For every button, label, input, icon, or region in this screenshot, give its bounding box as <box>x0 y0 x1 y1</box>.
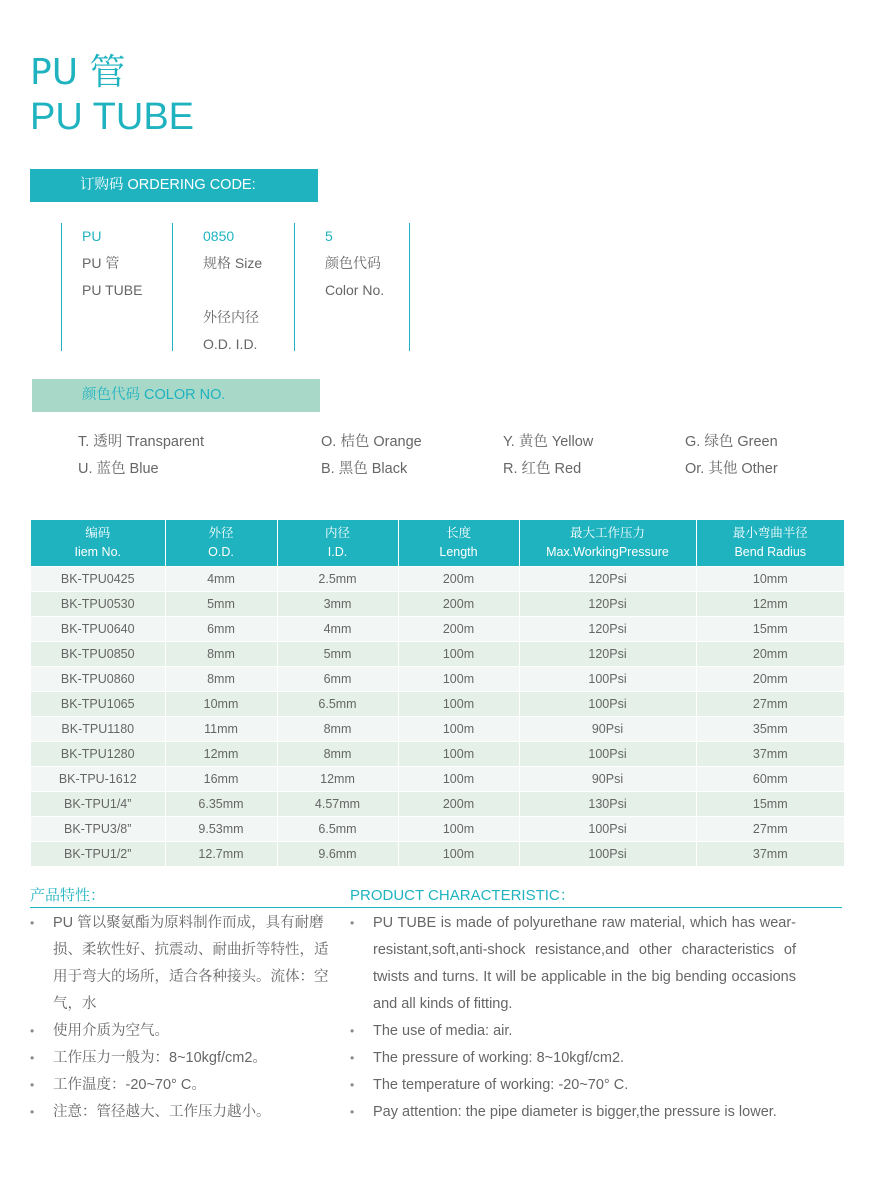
color-item-orange: O. 桔色 Orange <box>321 434 422 450</box>
code-size-value: 0850 <box>203 228 235 244</box>
table-row <box>31 642 844 667</box>
cell-item-no: BK-TPU0850 <box>31 642 165 667</box>
cell-max-pressure: 120Psi <box>519 567 696 592</box>
cell-length: 100m <box>398 767 519 792</box>
cell-id: 12mm <box>277 767 398 792</box>
list-item: • The temperature of working: -20~70° C. <box>350 1072 796 1099</box>
cell-id: 6.5mm <box>277 817 398 842</box>
list-item: • 使用介质为空气。 <box>30 1018 330 1045</box>
cell-bend-radius: 15mm <box>696 617 844 642</box>
cell-length: 200m <box>398 592 519 617</box>
cell-bend-radius: 60mm <box>696 767 844 792</box>
code-prefix-desc-en: PU TUBE <box>82 282 143 298</box>
cell-id: 5mm <box>277 642 398 667</box>
header-bend-radius: 最小弯曲半径 Bend Radius <box>696 520 844 567</box>
cell-bend-radius: 37mm <box>696 842 844 867</box>
code-color-label-cn: 颜色代码 <box>325 255 381 271</box>
table-row <box>31 617 844 642</box>
cell-item-no: BK-TPU1065 <box>31 692 165 717</box>
code-size-od-id-en: O.D. I.D. <box>203 336 258 352</box>
cell-od: 8mm <box>165 667 277 692</box>
characteristics-title-en: PRODUCT CHARACTERISTIC： <box>350 887 575 904</box>
cell-id: 4mm <box>277 617 398 642</box>
cell-max-pressure: 120Psi <box>519 592 696 617</box>
cell-bend-radius: 15mm <box>696 792 844 817</box>
cell-length: 100m <box>398 742 519 767</box>
code-color-value: 5 <box>325 228 333 244</box>
cell-length: 100m <box>398 692 519 717</box>
cell-max-pressure: 120Psi <box>519 617 696 642</box>
list-item: • Pay attention: the pipe diameter is bigger,the pressure is lower. <box>350 1099 796 1126</box>
code-size-od-id-cn: 外径内径 <box>203 309 259 325</box>
cell-bend-radius: 37mm <box>696 742 844 767</box>
characteristics-divider <box>30 907 842 908</box>
cell-id: 6mm <box>277 667 398 692</box>
cell-length: 200m <box>398 617 519 642</box>
cell-item-no: BK-TPU1/2” <box>31 842 165 867</box>
cell-max-pressure: 90Psi <box>519 767 696 792</box>
list-item: • PU 管以聚氨酯为原料制作而成，具有耐磨损、柔软性好、抗震动、耐曲折等特性，适用于弯大的场所，适合各种接头。流体：空气，水 <box>30 910 330 1018</box>
page-title-en: PU TUBE <box>30 96 195 138</box>
table-row <box>31 817 844 842</box>
cell-bend-radius: 27mm <box>696 692 844 717</box>
table-row <box>31 692 844 717</box>
cell-bend-radius: 27mm <box>696 817 844 842</box>
code-prefix-desc-cn: PU 管 <box>82 255 120 271</box>
code-prefix-value: PU <box>82 228 102 244</box>
color-item-red: R. 红色 Red <box>503 461 582 477</box>
cell-max-pressure: 100Psi <box>519 742 696 767</box>
table-row <box>31 742 844 767</box>
characteristics-list-cn <box>30 910 330 1126</box>
cell-length: 100m <box>398 667 519 692</box>
cell-max-pressure: 100Psi <box>519 692 696 717</box>
table-row <box>31 667 844 692</box>
code-color-label-en: Color No. <box>325 282 385 298</box>
cell-id: 8mm <box>277 717 398 742</box>
color-item-transparent: T. 透明 Transparent <box>78 434 204 450</box>
list-item: • 注意：管径越大、工作压力越小。 <box>30 1099 330 1126</box>
cell-od: 16mm <box>165 767 277 792</box>
code-size-label: 规格 Size <box>203 255 263 271</box>
header-item-no: 编码 Iiem No. <box>31 520 165 567</box>
table-row <box>31 567 844 592</box>
cell-item-no: BK-TPU-1612 <box>31 767 165 792</box>
cell-length: 100m <box>398 842 519 867</box>
cell-length: 100m <box>398 642 519 667</box>
ordering-code-heading: 订购码 ORDERING CODE: <box>30 169 318 202</box>
list-item: • 工作压力一般为：8~10kgf/cm2。 <box>30 1045 330 1072</box>
cell-id: 9.6mm <box>277 842 398 867</box>
cell-id: 4.57mm <box>277 792 398 817</box>
cell-item-no: BK-TPU1/4” <box>31 792 165 817</box>
ordering-code-end-rule <box>409 223 410 351</box>
list-item: • 工作温度：-20~70° C。 <box>30 1072 330 1099</box>
cell-od: 10mm <box>165 692 277 717</box>
code-size-spacer <box>203 277 305 304</box>
color-item-yellow: Y. 黄色 Yellow <box>503 434 594 450</box>
color-item-black: B. 黑色 Black <box>321 461 408 477</box>
header-length: 长度 Length <box>398 520 519 567</box>
cell-item-no: BK-TPU3/8” <box>31 817 165 842</box>
cell-bend-radius: 35mm <box>696 717 844 742</box>
cell-item-no: BK-TPU1180 <box>31 717 165 742</box>
cell-max-pressure: 120Psi <box>519 642 696 667</box>
cell-bend-radius: 20mm <box>696 642 844 667</box>
cell-od: 9.53mm <box>165 817 277 842</box>
spec-table <box>31 520 844 866</box>
ordering-code-color <box>294 223 417 351</box>
cell-id: 8mm <box>277 742 398 767</box>
table-row <box>31 717 844 742</box>
header-id: 内径 I.D. <box>277 520 398 567</box>
cell-od: 6.35mm <box>165 792 277 817</box>
cell-max-pressure: 100Psi <box>519 817 696 842</box>
cell-item-no: BK-TPU0640 <box>31 617 165 642</box>
table-row <box>31 767 844 792</box>
cell-length: 100m <box>398 717 519 742</box>
cell-id: 6.5mm <box>277 692 398 717</box>
list-item: • PU TUBE is made of polyurethane raw material, which has wear-resistant,soft,anti-shock resistance,and other characteristics of twists and turns. It will be applicable in the big bending occasions and all kinds of fitting. <box>350 910 796 1018</box>
cell-length: 100m <box>398 817 519 842</box>
cell-id: 3mm <box>277 592 398 617</box>
color-item-green: G. 绿色 Green <box>685 434 778 450</box>
header-max-pressure: 最大工作压力 Max.WorkingPressure <box>519 520 696 567</box>
cell-max-pressure: 100Psi <box>519 667 696 692</box>
ordering-code-size <box>172 223 305 351</box>
header-od: 外径 O.D. <box>165 520 277 567</box>
cell-max-pressure: 90Psi <box>519 717 696 742</box>
cell-item-no: BK-TPU0860 <box>31 667 165 692</box>
list-item: • The pressure of working: 8~10kgf/cm2. <box>350 1045 796 1072</box>
cell-bend-radius: 10mm <box>696 567 844 592</box>
color-item-blue: U. 蓝色 Blue <box>78 461 159 477</box>
cell-od: 5mm <box>165 592 277 617</box>
characteristics-list-en <box>350 910 796 1126</box>
table-row <box>31 592 844 617</box>
characteristics-title-cn: 产品特性： <box>30 887 106 904</box>
list-item: • The use of media: air. <box>350 1018 796 1045</box>
cell-item-no: BK-TPU0530 <box>31 592 165 617</box>
table-row <box>31 842 844 867</box>
cell-id: 2.5mm <box>277 567 398 592</box>
cell-od: 12.7mm <box>165 842 277 867</box>
color-no-heading: 颜色代码 COLOR NO. <box>32 379 320 412</box>
table-row <box>31 792 844 817</box>
cell-od: 8mm <box>165 642 277 667</box>
cell-max-pressure: 130Psi <box>519 792 696 817</box>
cell-bend-radius: 12mm <box>696 592 844 617</box>
cell-od: 4mm <box>165 567 277 592</box>
cell-od: 11mm <box>165 717 277 742</box>
color-item-other: Or. 其他 Other <box>685 461 778 477</box>
cell-od: 6mm <box>165 617 277 642</box>
cell-od: 12mm <box>165 742 277 767</box>
cell-length: 200m <box>398 792 519 817</box>
cell-bend-radius: 20mm <box>696 667 844 692</box>
table-header-row <box>31 520 844 567</box>
cell-item-no: BK-TPU1280 <box>31 742 165 767</box>
cell-item-no: BK-TPU0425 <box>31 567 165 592</box>
page-title-cn: PU 管 <box>30 52 126 93</box>
cell-length: 200m <box>398 567 519 592</box>
cell-max-pressure: 100Psi <box>519 842 696 867</box>
